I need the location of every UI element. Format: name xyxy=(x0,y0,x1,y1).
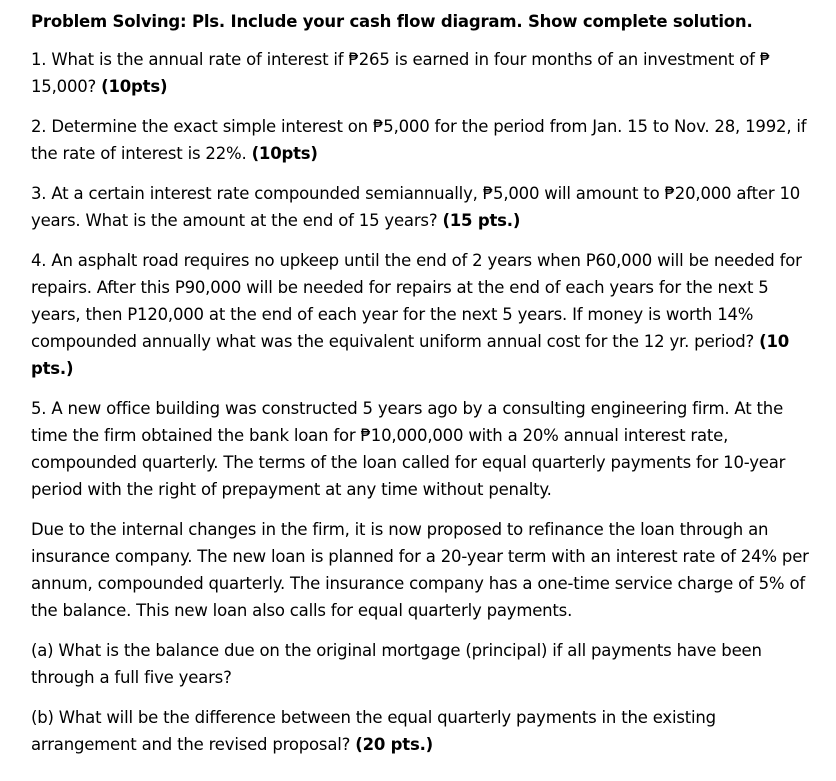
document-title: Problem Solving: Pls. Include your cash flow diagram. Show complete solution. xyxy=(31,12,753,31)
question-2 xyxy=(31,113,821,167)
question-3-text: 3. At a certain interest rate compounded semiannually, ₱5,000 will amount to ₱20,000 after 10 years. What is the amount at the end of 15 years? xyxy=(31,184,801,230)
question-4-points: (10 pts.) xyxy=(31,332,790,378)
question-5b-points: (20 pts.) xyxy=(355,735,434,754)
question-1-text: 1. What is the annual rate of interest if ₱265 is earned in four months of an investment of ₱ 15,000? xyxy=(31,50,771,96)
question-5-text: 5. A new office building was constructed 5 years ago by a consulting engineering firm. At the time the firm obtained the bank loan for ₱10,000,000 with a 20% annual interest rate, compounded quarterly. The terms of the loan called for equal quarterly payments for 10-year period with the right of prepayment at any time without penalty. xyxy=(31,399,786,499)
question-3 xyxy=(31,180,821,234)
question-1 xyxy=(31,46,821,100)
question-5-continuation xyxy=(31,516,821,624)
question-5a-text: (a) What is the balance due on the original mortgage (principal) if all payments have been through a full five years? xyxy=(31,641,762,687)
question-4 xyxy=(31,247,821,382)
question-2-text: 2. Determine the exact simple interest on ₱5,000 for the period from Jan. 15 to Nov. 28, 1992, if the rate of interest is 22%. xyxy=(31,117,807,163)
question-5 xyxy=(31,395,821,503)
question-3-points: (15 pts.) xyxy=(442,211,521,230)
question-4-text: 4. An asphalt road requires no upkeep until the end of 2 years when P60,000 will be needed for repairs. After this P90,000 will be needed for repairs at the end of each years for the next 5 years, then P120,000 at the end of each year for the next 5 years. If money is worth 14% compounded annually what was the equivalent uniform annual cost for the 12 yr. period? xyxy=(31,251,802,351)
question-5b-text: (b) What will be the difference between the equal quarterly payments in the existing arrangement and the revised proposal? xyxy=(31,708,716,754)
question-5b xyxy=(31,704,821,758)
question-1-points: (10pts) xyxy=(101,77,168,96)
question-5a xyxy=(31,637,821,691)
question-2-points: (10pts) xyxy=(251,144,318,163)
problem-document xyxy=(31,8,821,771)
question-5-continuation-text: Due to the internal changes in the firm, it is now proposed to refinance the loan through an insurance company. The new loan is planned for a 20-year term with an interest rate of 24% per annum, compounded quarterly. The insurance company has a one-time service charge of 5% of the balance. This new loan also calls for equal quarterly payments. xyxy=(31,520,809,620)
